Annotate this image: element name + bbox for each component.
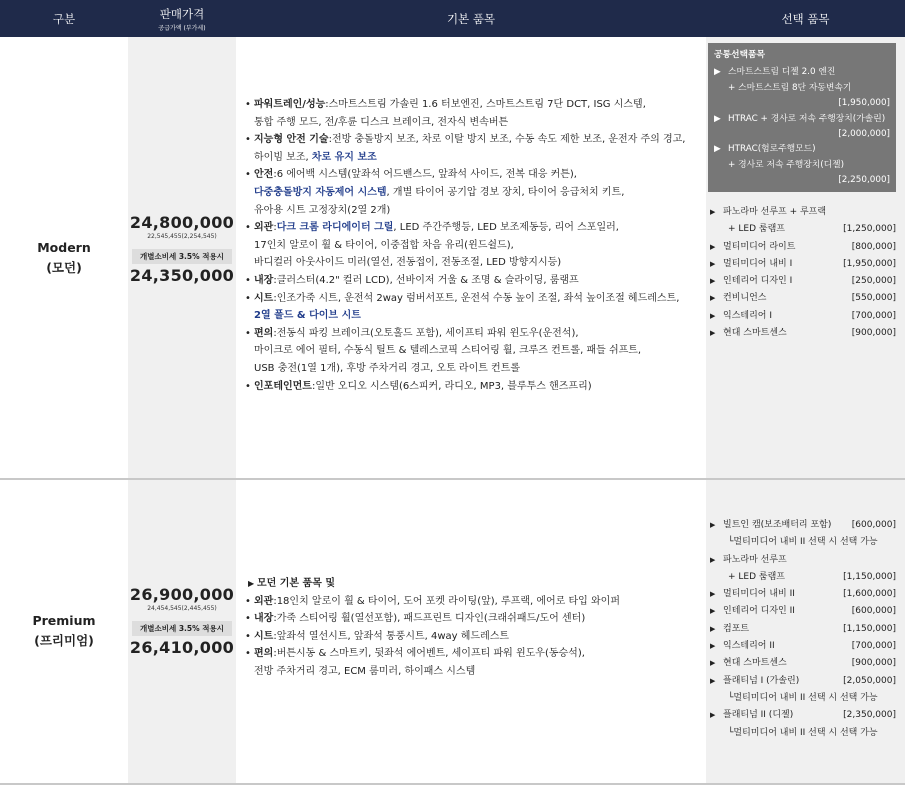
option-item: └멀티미디어 내비 II 선택 시 선택 가능 xyxy=(728,692,878,703)
common-options-box: 공통선택품목 ▶ 스마트스트림 디젤 2.0 엔진 + 스마트스트림 8단 자동변속기 [1,950,000] ▶ HTRAC + 경사로 저속 주행장치(가솔린) [2,000,000] ▶ HTRAC(험로주행모드) + 경사로 저속 주행장치(디젤) [2,250,000] xyxy=(708,43,896,192)
option-item: ▶ 멀티미디어 라이트 [800,000] xyxy=(710,241,896,252)
option-item: ▶ 현대 스마트센스 [900,000] xyxy=(710,658,896,669)
option-item: ▶ 플래티넘 Ⅰ (가솔린) [2,050,000] xyxy=(710,675,896,686)
option-item: ▶ 현대 스마트센스 [900,000] xyxy=(710,328,896,339)
option-item: ▶ 익스테리어 Ⅰ [700,000] xyxy=(710,310,896,321)
basic-item: • 시트:앞좌석 열선시트, 앞좌석 통풍시트, 4way 헤드레스트 xyxy=(248,628,703,646)
option-item: ▶ 빌트인 캠(보조배터리 포함) [600,000] xyxy=(710,520,896,530)
header-basic: 기본 품목 xyxy=(446,11,496,26)
trim-price-premium: 26,900,000 24,454,545(2,445,455) 개별소비세 3.5% 적용시 26,410,000 xyxy=(129,585,235,657)
header-options: 선택 품목 xyxy=(781,11,830,26)
option-item: ▶ 파노라마 선루프 + 루프랙 xyxy=(710,207,827,217)
basic-header: ▶ 모던 기본 품목 및 xyxy=(248,578,336,589)
option-item: ▶ 익스테리어 II [700,000] xyxy=(710,641,896,652)
option-item: ▶ 컨비니언스 [550,000] xyxy=(710,293,896,304)
options-premium xyxy=(708,517,898,742)
basic-items-modern: • 파워트레인/성능:스마트스트림 가솔린 1.6 터보엔진, 스마트스트림 7단 DCT, ISG 시스템, 통합 주행 모드, 전/후륜 디스크 브레이크, 전자식 변속버튼 • 지능형 안전 기술:전방 충돌방지 보조, 차로 이탈 방지 보조, 수동 속도 제한 보조, 운전자 주의 경고, 하이빔 보조, 차로 유지 보조 • 안전:6 에어백 시스템(앞좌석 어드밴스드, 앞좌석 사이드, 전복 대응 커튼), 다중충돌방지 자동제어 시스템, 개별 타이어 공기압 경보 장치, 타이어 응급처치 키트, 유아용 시트 고정장치(2열 2개) • 외관:다크 크롬 라디에이터 그릴, LED 주간주행등, LED 보조제동등, 리어 스포일러, 17인치 알로이 휠 & 타이어, 이중접합 차음 유리(윈드쉴드), 바디컬러 아웃사이드 미러(열선, 전동접이, 전동조절, LED 방향지시등) • 내장:클러스터(4.2" 컬러 LCD), 선바이저 거울 & 조명 & 슬라이딩, 룸램프 • 시트:인조가죽 시트, 운전석 2way 럼버서포트, 운전석 수동 높이 조절, 좌석 높이조절 헤드레스트, 2열 폴드 & 다이브 시트 • 편의:전동식 파킹 브레이크(오토홀드 포함), 세이프티 파워 윈도우(운전석), 마이크로 에어 필터, 수동식 틸트 & 텔레스코픽 스티어링 휠, 크루즈 컨트롤, 패들 쉬프트, USB 충전(1열 1개), 후방 주차거리 경고, 오토 라이트 컨트롤 • 인포테인먼트:일반 오디오 시스템(6스피커, 라디오, MP3, 블루투스 핸즈프리) xyxy=(248,96,703,395)
basic-item: • 외관:18인치 알로이 휠 & 타이어, 도어 포켓 라이팅(앞), 루프랙, 에어로 타입 와이퍼 xyxy=(248,593,703,611)
header-grade: 구분 xyxy=(52,11,76,26)
table-header xyxy=(0,0,905,37)
option-item: ▶ 멀티미디어 내비 II [1,600,000] xyxy=(710,589,896,600)
option-item: + LED 룸램프 [1,150,000] xyxy=(728,571,896,582)
option-item: ▶ 파노라마 선루프 xyxy=(710,554,787,565)
basic-item: • 편의:전동식 파킹 브레이크(오토홀드 포함), 세이프티 파워 윈도우(운전석), xyxy=(248,325,703,343)
basic-item: • 편의:버튼시동 & 스마트키, 뒷좌석 에어벤트, 세이프티 파워 윈도우(동승석), xyxy=(248,645,703,663)
option-item: ▶ 인테리어 디자인 II [600,000] xyxy=(710,606,896,617)
tax-badge: 개별소비세 3.5% 적용시 xyxy=(132,621,232,636)
option-item: ▶ 컴포트 [1,150,000] xyxy=(710,623,896,634)
row-divider xyxy=(0,478,905,480)
option-item: + LED 룸램프 [1,250,000] xyxy=(728,224,896,235)
basic-items-premium: ▶ 모던 기본 품목 및 • 외관:18인치 알로이 휠 & 타이어, 도어 포켓 라이팅(앞), 루프랙, 에어로 타입 와이퍼 • 내장:가죽 스티어링 휠(열선포함), 패드프린트 디자인(크래쉬패드/도어 센터) • 시트:앞좌석 열선시트, 앞좌석 통풍시트, 4way 헤드레스트 • 편의:버튼시동 & 스마트키, 뒷좌석 에어벤트, 세이프티 파워 윈도우(동승석), 전방 주차거리 경고, ECM 룸미러, 하이패스 시스템 xyxy=(248,575,703,681)
trim-name-modern: Modern (모던) xyxy=(37,240,91,275)
option-item: ▶ 멀티미디어 내비 Ⅰ [1,950,000] xyxy=(710,258,896,269)
basic-item: • 내장:가죽 스티어링 휠(열선포함), 패드프린트 디자인(크래쉬패드/도어 센터) xyxy=(248,610,703,628)
trim-price-modern: 24,800,000 22,545,455(2,254,545) 개별소비세 3.5% 적용시 24,350,000 xyxy=(129,213,235,285)
option-item: ▶ 인테리어 디자인 Ⅰ [250,000] xyxy=(710,276,896,287)
trim-name-premium: Premium (프리미엄) xyxy=(32,613,96,648)
tax-badge: 개별소비세 3.5% 적용시 xyxy=(132,249,232,264)
header-price: 판매가격 공급가액 (부가세) xyxy=(158,6,206,32)
option-item: └멀티미디어 내비 II 선택 시 선택 가능 xyxy=(728,537,878,548)
basic-item: • 외관:다크 크롬 라디에이터 그릴, LED 주간주행등, LED 보조제동등, 리어 스포일러, xyxy=(248,219,703,237)
basic-item: • 인포테인먼트:일반 오디오 시스템(6스피커, 라디오, MP3, 블루투스 핸즈프리) xyxy=(248,378,703,396)
basic-item: • 내장:클러스터(4.2" 컬러 LCD), 선바이저 거울 & 조명 & 슬라이딩, 룸램프 xyxy=(248,272,703,290)
option-item: └멀티미디어 내비 II 선택 시 선택 가능 xyxy=(728,727,878,738)
basic-item: • 지능형 안전 기술:전방 충돌방지 보조, 차로 이탈 방지 보조, 수동 속도 제한 보조, 운전자 주의 경고, xyxy=(248,131,703,149)
option-item: ▶ 플래티넘 II (디젤) [2,350,000] xyxy=(710,710,896,721)
basic-item: • 안전:6 에어백 시스템(앞좌석 어드밴스드, 앞좌석 사이드, 전복 대응 커튼), xyxy=(248,166,703,184)
basic-item: • 시트:인조가죽 시트, 운전석 2way 럼버서포트, 운전석 수동 높이 조절, 좌석 높이조절 헤드레스트, xyxy=(248,290,703,308)
basic-item: • 파워트레인/성능:스마트스트림 가솔린 1.6 터보엔진, 스마트스트림 7단 DCT, ISG 시스템, xyxy=(248,96,703,114)
options-modern xyxy=(708,204,898,342)
